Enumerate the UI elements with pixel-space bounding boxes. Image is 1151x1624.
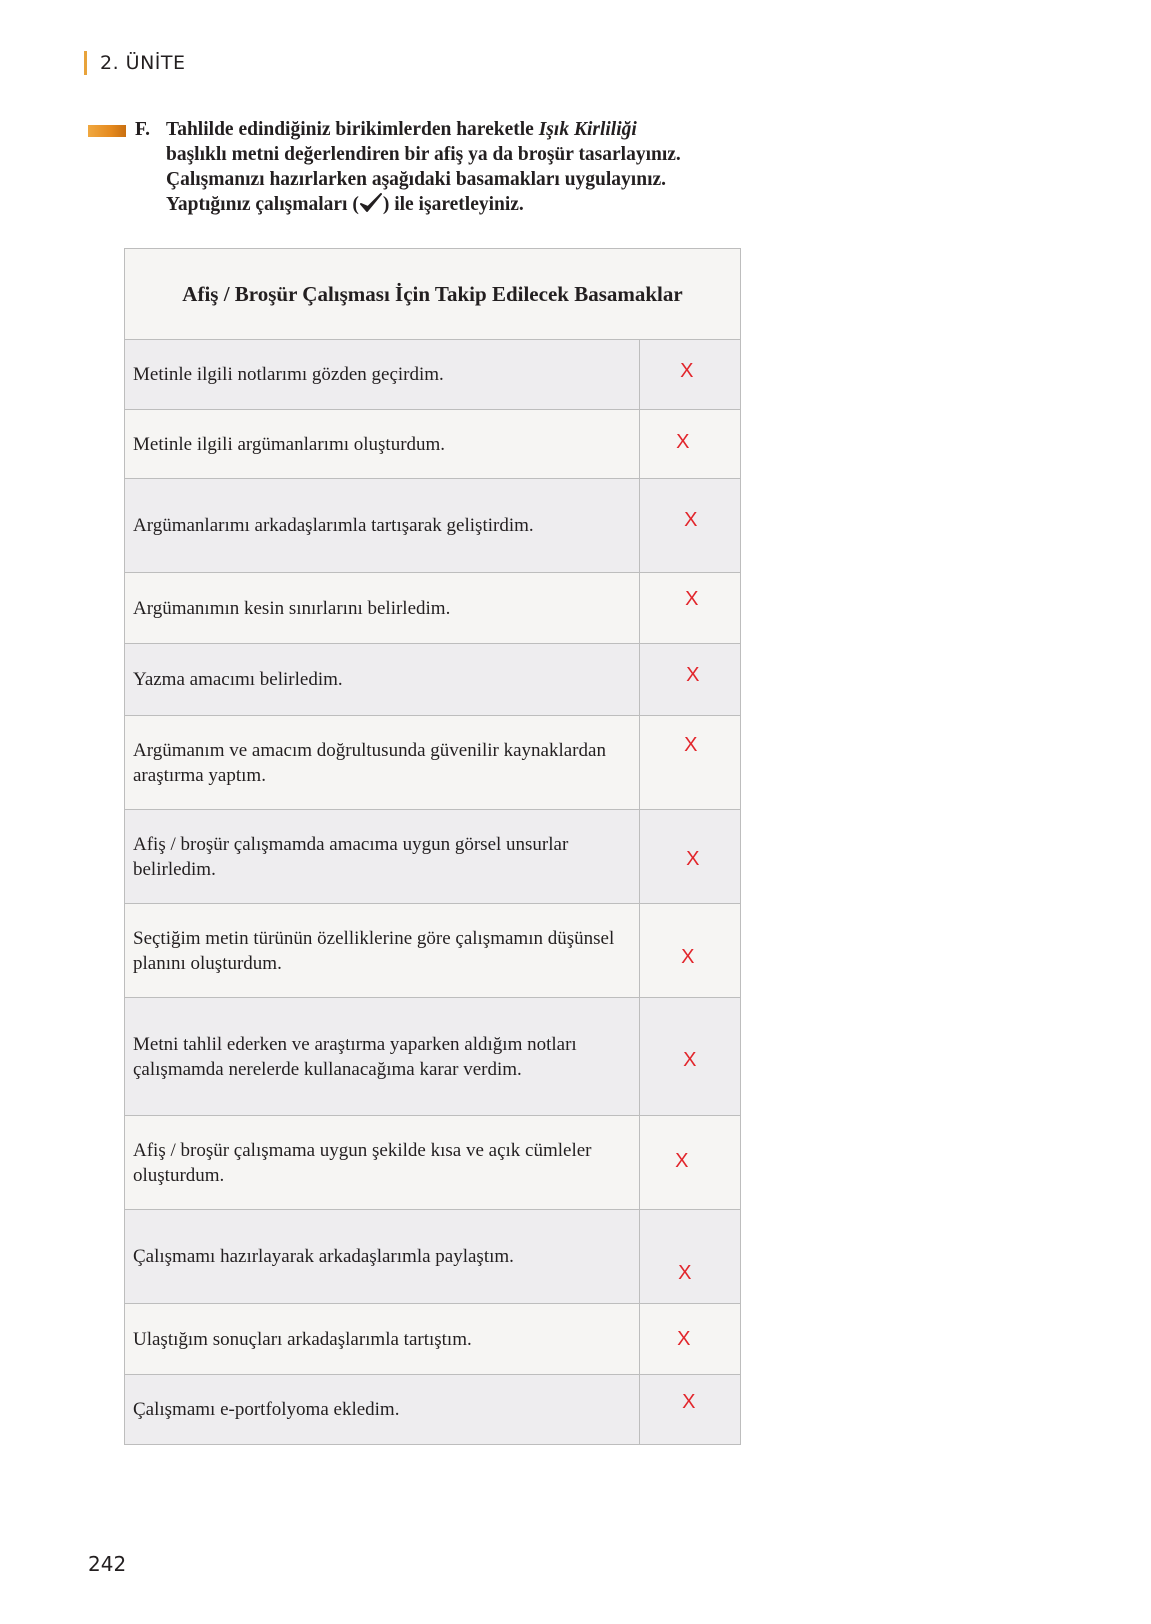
text-title-italic: Işık Kirliliği [538,119,637,140]
table-row [125,716,741,810]
task-line-1 [166,117,735,142]
table-title: Afiş / Broşür Çalışması İçin Takip Edilecek Basamaklar [125,249,741,340]
task-instructions [135,117,735,217]
x-mark: X [685,588,699,610]
task-letter: F. [135,119,150,140]
x-mark: X [686,664,700,686]
table-header-row [125,249,741,340]
step-text: Ulaştığım sonuçları arkadaşlarımla tartıştım. [125,1304,640,1375]
step-text: Yazma amacımı belirledim. [125,644,640,716]
mark-cell[interactable] [640,410,741,479]
table-row [125,340,741,410]
x-mark: X [677,1328,691,1350]
step-text: Metinle ilgili notlarımı gözden geçirdim. [125,340,640,410]
steps-table [124,248,741,1445]
x-mark: X [681,946,695,968]
step-text: Metinle ilgili argümanlarımı oluşturdum. [125,410,640,479]
task-line-4-after: ) ile işaretleyiniz. [382,194,524,215]
task-line-4 [166,192,735,217]
x-mark: X [683,1049,697,1071]
step-text: Çalışmamı hazırlayarak arkadaşlarımla paylaştım. [125,1210,640,1304]
mark-cell[interactable] [640,810,741,904]
unit-header [84,50,186,76]
table-row [125,810,741,904]
table-row [125,904,741,998]
x-mark: X [676,431,690,453]
mark-cell[interactable] [640,479,741,573]
mark-cell[interactable] [640,1210,741,1304]
x-mark: X [678,1262,692,1284]
table-row [125,998,741,1116]
step-text: Afiş / broşür çalışmama uygun şekilde kısa ve açık cümleler oluşturdum. [125,1116,640,1210]
table-row [125,1210,741,1304]
mark-cell[interactable] [640,1375,741,1445]
table-row [125,410,741,479]
page-number: 242 [88,1552,127,1576]
mark-cell[interactable] [640,340,741,410]
x-mark: X [680,360,694,382]
table-row [125,479,741,573]
table-row [125,573,741,644]
x-mark: X [675,1150,689,1172]
step-text: Seçtiğim metin türünün özelliklerine göre çalışmamın düşünsel planını oluşturdum. [125,904,640,998]
step-text: Argümanım ve amacım doğrultusunda güvenilir kaynaklardan araştırma yaptım. [125,716,640,810]
step-text: Argümanımın kesin sınırlarını belirledim. [125,573,640,644]
x-mark: X [684,734,698,756]
step-text: Metni tahlil ederken ve araştırma yaparken aldığım notları çalışmamda nerelerde kullanacağıma karar verdim. [125,998,640,1116]
task-marker [88,125,126,137]
mark-cell[interactable] [640,716,741,810]
unit-accent-bar [84,51,87,75]
mark-cell[interactable] [640,1116,741,1210]
unit-title: 2. ÜNİTE [100,52,186,74]
step-text: Argümanlarımı arkadaşlarımla tartışarak geliştirdim. [125,479,640,573]
step-text: Çalışmamı e-portfolyoma ekledim. [125,1375,640,1445]
table-row [125,1116,741,1210]
task-line-3: Çalışmanızı hazırlarken aşağıdaki basamakları uygulayınız. [166,169,667,190]
table-row [125,644,741,716]
checkmark-icon [359,192,383,214]
table-row [125,1375,741,1445]
task-line-1-text: Tahlilde edindiğiniz birikimlerden hareketle [166,119,539,140]
task-line-2: başlıklı metni değerlendiren bir afiş ya da broşür tasarlayınız. [166,144,681,165]
mark-cell[interactable] [640,998,741,1116]
mark-cell[interactable] [640,573,741,644]
mark-cell[interactable] [640,644,741,716]
x-mark: X [686,848,700,870]
step-text: Afiş / broşür çalışmamda amacıma uygun görsel unsurlar belirledim. [125,810,640,904]
mark-cell[interactable] [640,904,741,998]
mark-cell[interactable] [640,1304,741,1375]
task-line-4-before: Yaptığınız çalışmaları ( [166,194,359,215]
table-row [125,1304,741,1375]
task-text [135,117,735,217]
x-mark: X [682,1391,696,1413]
x-mark: X [684,509,698,531]
